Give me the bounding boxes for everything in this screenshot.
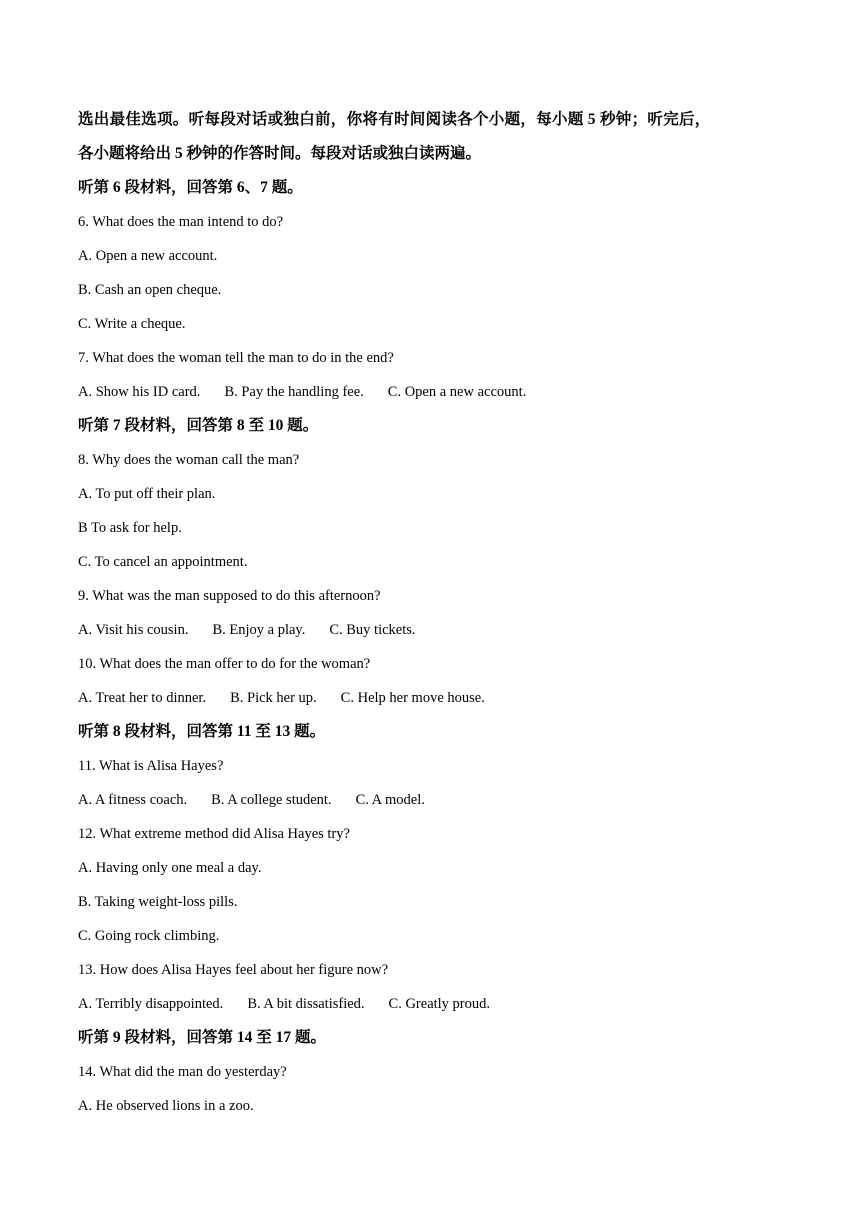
q6-option-b: B. Cash an open cheque. xyxy=(78,282,222,298)
q8-option-c: C. To cancel an appointment. xyxy=(78,554,248,570)
q14-option-a: A. He observed lions in a zoo. xyxy=(78,1098,254,1114)
question-12: 12. What extreme method did Alisa Hayes try? xyxy=(78,826,350,842)
section-header-8: 听第 8 段材料，回答第 11 至 13 题。 xyxy=(78,723,326,740)
question-13: 13. How does Alisa Hayes feel about her figure now? xyxy=(78,962,389,978)
q9-option-c: C. Buy tickets. xyxy=(329,622,416,638)
q12-option-b: B. Taking weight-loss pills. xyxy=(78,894,238,910)
q10-option-a: A. Treat her to dinner. xyxy=(78,690,207,706)
q8-option-b: B To ask for help. xyxy=(78,520,182,536)
q7-option-b: B. Pay the handling fee. xyxy=(224,384,364,400)
section-header-7: 听第 7 段材料，回答第 8 至 10 题。 xyxy=(78,417,319,434)
q10-option-b: B. Pick her up. xyxy=(230,690,317,706)
question-11: 11. What is Alisa Hayes? xyxy=(78,758,224,774)
q9-option-a: A. Visit his cousin. xyxy=(78,622,189,638)
q12-option-c: C. Going rock climbing. xyxy=(78,928,220,944)
q11-options xyxy=(78,790,425,810)
q6-option-c: C. Write a cheque. xyxy=(78,316,186,332)
question-7: 7. What does the woman tell the man to do in the end? xyxy=(78,350,394,366)
q10-option-c: C. Help her move house. xyxy=(340,690,485,706)
q10-options xyxy=(78,688,485,708)
section-header-6: 听第 6 段材料，回答第 6、7 题。 xyxy=(78,179,303,196)
q9-options xyxy=(78,620,416,640)
q13-options xyxy=(78,994,490,1014)
question-8: 8. Why does the woman call the man? xyxy=(78,452,300,468)
question-9: 9. What was the man supposed to do this afternoon? xyxy=(78,588,381,604)
q13-option-a: A. Terribly disappointed. xyxy=(78,996,224,1012)
section-header-9: 听第 9 段材料，回答第 14 至 17 题。 xyxy=(78,1029,327,1046)
q11-option-b: B. A college student. xyxy=(211,792,332,808)
q6-option-a: A. Open a new account. xyxy=(78,248,218,264)
q11-option-c: C. A model. xyxy=(355,792,425,808)
q7-option-c: C. Open a new account. xyxy=(387,384,527,400)
question-10: 10. What does the man offer to do for the woman? xyxy=(78,656,371,672)
q11-option-a: A. A fitness coach. xyxy=(78,792,188,808)
question-6: 6. What does the man intend to do? xyxy=(78,214,284,230)
question-14: 14. What did the man do yesterday? xyxy=(78,1064,287,1080)
q8-option-a: A. To put off their plan. xyxy=(78,486,216,502)
q13-option-c: C. Greatly proud. xyxy=(388,996,491,1012)
q7-options xyxy=(78,382,526,402)
instructions-line-1: 选出最佳选项。听每段对话或独白前，你将有时间阅读各个小题，每小题 5 秒钟；听完后， xyxy=(78,111,711,128)
q7-option-a: A. Show his ID card. xyxy=(78,384,201,400)
q9-option-b: B. Enjoy a play. xyxy=(212,622,306,638)
q12-option-a: A. Having only one meal a day. xyxy=(78,860,262,876)
instructions-line-2: 各小题将给出 5 秒钟的作答时间。每段对话或独白读两遍。 xyxy=(78,145,482,162)
q13-option-b: B. A bit dissatisfied. xyxy=(247,996,365,1012)
